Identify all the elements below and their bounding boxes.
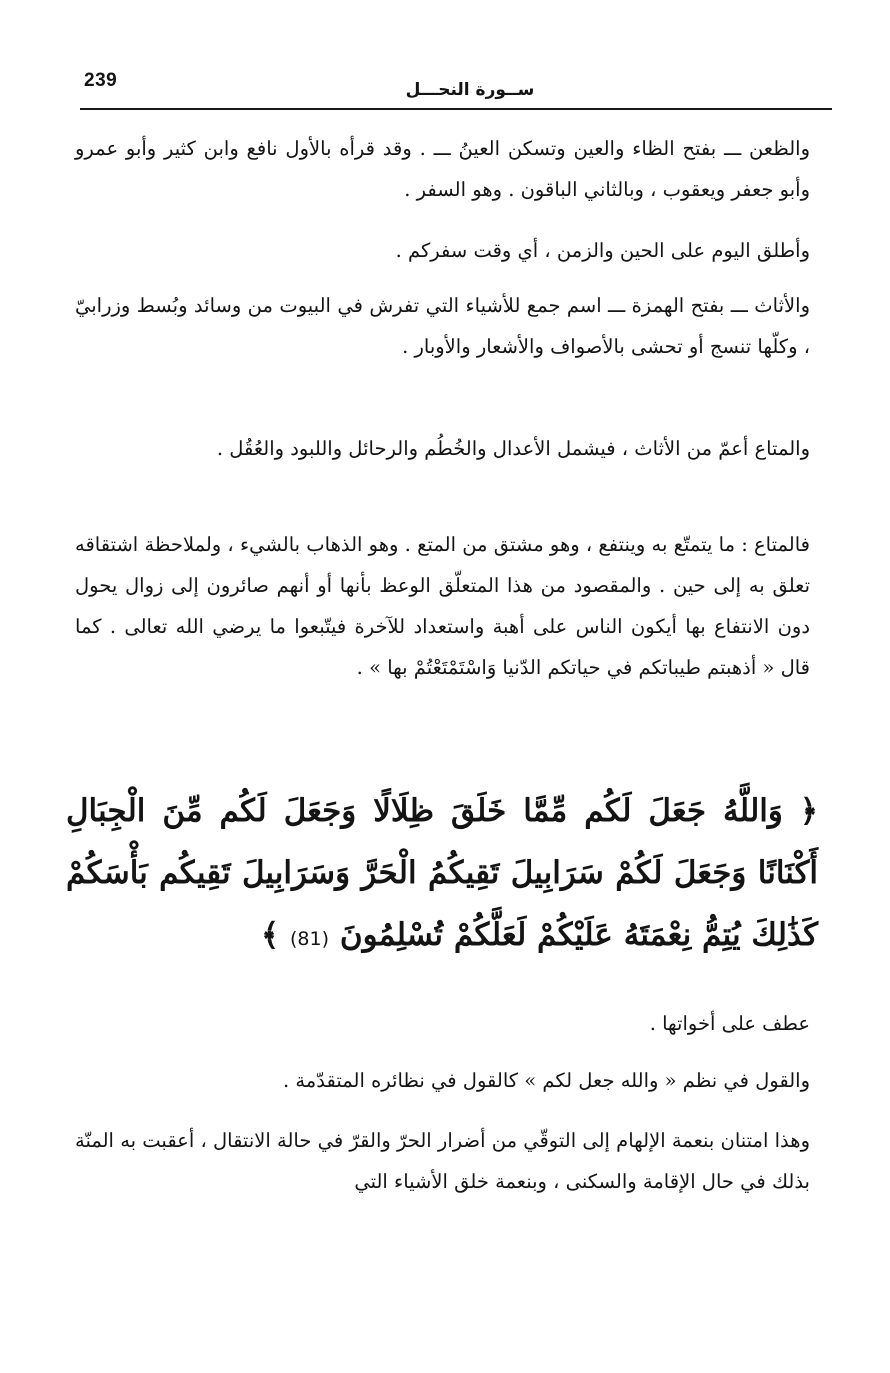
paragraph-imtinan: وهذا امتنان بنعمة الإلهام إلى التوقّي من أضرار الحرّ والقرّ في حالة الانتقال ، أعقبت به المنّة بذلك في حال الإقامة والسكنى ، وبنعمة خلق الأشياء التي [75,1129,810,1193]
header-rule [80,108,832,110]
paragraph-mataa: والمتاع أعمّ من الأثاث ، فيشمل الأعدال والخُطُم والرحائل واللبود والعُقُل . [216,437,810,460]
verse-text: وَاللَّهُ جَعَلَ لَكُم مِّمَّا خَلَقَ ظِلَالًا وَجَعَلَ لَكُم مِّنَ الْجِبَالِ أَكْنَانًا وَجَعَلَ لَكُمْ سَرَابِيلَ تَقِيكُمُ الْحَرَّ وَسَرَابِيلَ تَقِيكُم بَأْسَكُمْ كَذَٰلِكَ يُتِمُّ نِعْمَتَهُ عَلَيْكُمْ لَعَلَّكُمْ تُسْلِمُونَ [66,793,818,953]
paragraph-athath: والأثاث ـــ بفتح الهمزة ـــ اسم جمع للأشياء التي تفرش في البيوت من وسائد وبُسط وزرابيّ ، وكلّها تنسج أو تحشى بالأصواف والأشعار والأوبار . [75,294,810,358]
paragraph-yawm: وأطلق اليوم على الحين والزمن ، أي وقت سفركم . [395,239,810,262]
verse-number: (81) [289,928,330,950]
page-number: 239 [84,70,118,91]
verse-open-bracket: ﴿ [799,793,818,829]
paragraph-mataa-explanation: فالمتاع : ما يتمتّع به وينتفع ، وهو مشتق من المتع . وهو الذهاب بالشيء ، ولملاحظة اشتقاقه تعلق به إلى حين . والمقصود من هذا المتعلّق الوعظ بأنها أو أنهم صائرون إلى زوال يحول دون الانتفاع بها أيكون الناس على أهبة واستعداد للآخرة فيتّبعوا ما يرضي الله تعالى . كما قال « أذهبتم طيباتكم في حياتكم الدّنيا وَاسْتَمْتَعْتُمْ بها » . [75,533,810,679]
paragraph-nazm: والقول في نظم « والله جعل لكم » كالقول في نظائره المتقدّمة . [282,1069,810,1092]
paragraph-dhaan: والظعن ـــ بفتح الظاء والعين وتسكن العينُ ـــ . وقد قرأه بالأول نافع وابن كثير وأبو عمرو وأبو جعفر ويعقوب ، وبالثاني الباقون . وهو السفر . [75,137,810,201]
surah-title: ســورة النحـــل [405,80,535,100]
verse-close-bracket: ﴾ [261,917,280,953]
quran-verse-81 [66,780,818,970]
paragraph-atf: عطف على أخواتها . [649,1012,810,1035]
